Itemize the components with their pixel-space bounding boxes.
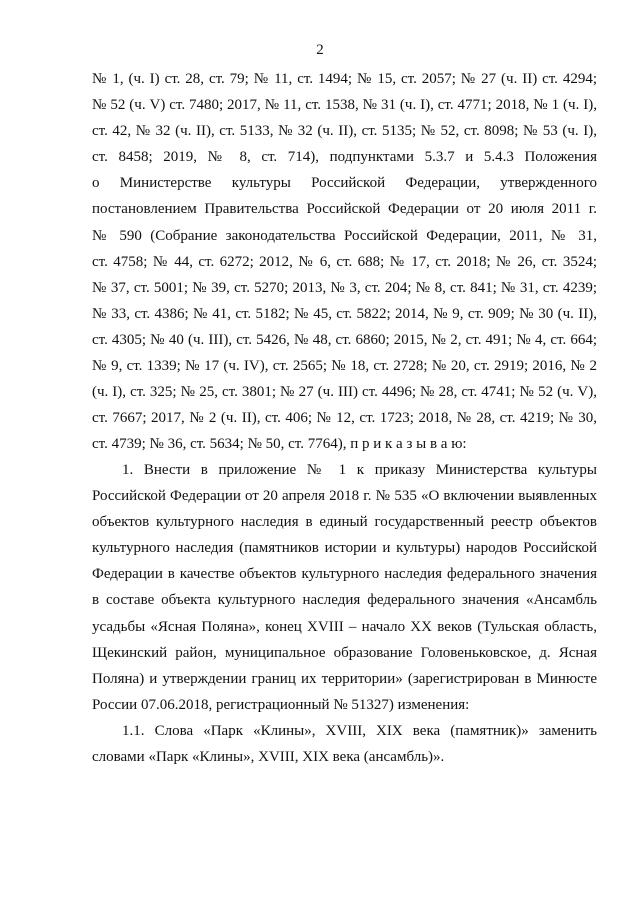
text-line: № 9, ст. 1339; № 17 (ч. IV), ст. 2565; № 18, ст. 2728; № 20, ст. 2919; 2016, № 2 bbox=[92, 358, 597, 375]
text-line: объектов культурного наследия в единый государственный реестр объектов bbox=[92, 514, 597, 531]
text-line: постановлением Правительства Российской Федерации от 20 июля 2011 г. bbox=[92, 201, 597, 218]
intro-paragraph bbox=[92, 66, 597, 457]
text-line: № 33, ст. 4386; № 41, ст. 5182; № 45, ст. 5822; 2014, № 9, ст. 909; № 30 (ч. II), bbox=[92, 305, 597, 322]
text-line: словами «Парк «Клины», XVIII, XIX века (ансамбль)». bbox=[92, 749, 445, 766]
text-line: ст. 4758; № 44, ст. 6272; 2012, № 6, ст. 688; № 17, ст. 2018; № 26, ст. 3524; bbox=[92, 253, 597, 270]
text-line: Щекинский район, муниципальное образование Головеньковское, д. Ясная bbox=[92, 644, 597, 661]
text-line: ст. 8458; 2019, № 8, ст. 714), подпунктами 5.3.7 и 5.4.3 Положения bbox=[92, 149, 597, 166]
text-line: № 37, ст. 5001; № 39, ст. 5270; 2013, № 3, ст. 204; № 8, ст. 841; № 31, ст. 4239; bbox=[92, 279, 597, 296]
text-line: культурного наследия (памятников истории и культуры) народов Российской bbox=[92, 540, 597, 557]
text-line: Российской Федерации от 20 апреля 2018 г. № 535 «О включении выявленных bbox=[92, 488, 597, 505]
text-line: ст. 4739; № 36, ст. 5634; № 50, ст. 7764), п р и к а з ы в а ю: bbox=[92, 436, 467, 453]
text-line: 1.1. Слова «Парк «Клины», XVIII, XIX века (памятник)» заменить bbox=[122, 723, 597, 739]
text-line: (ч. I), ст. 325; № 25, ст. 3801; № 27 (ч. III) ст. 4496; № 28, ст. 4741; № 52 (ч. V), bbox=[92, 384, 597, 401]
text-line: в составе объекта культурного наследия федерального значения «Ансамбль bbox=[92, 592, 597, 609]
text-line: ст. 42, № 32 (ч. II), ст. 5133, № 32 (ч. II), ст. 5135; № 52, ст. 8098; № 53 (ч. I), bbox=[92, 123, 597, 140]
page-number: 2 bbox=[316, 42, 324, 58]
text-line: ст. 7667; 2017, № 2 (ч. II), ст. 406; № 12, ст. 1723; 2018, № 28, ст. 4219; № 30, bbox=[92, 410, 597, 427]
text-line: 1. Внести в приложение № 1 к приказу Министерства культуры bbox=[122, 462, 597, 478]
order-item-1-1 bbox=[92, 718, 597, 770]
text-line: России 07.06.2018, регистрационный № 51327) изменения: bbox=[92, 696, 470, 713]
text-line: Федерации в качестве объектов культурного наследия федерального значения bbox=[92, 566, 597, 583]
text-line: усадьбы «Ясная Поляна», конец XVIII – начало XX веков (Тульская область, bbox=[92, 618, 597, 635]
text-line: № 590 (Собрание законодательства Российской Федерации, 2011, № 31, bbox=[92, 227, 597, 244]
text-line: ст. 4305; № 40 (ч. III), ст. 5426, № 48, ст. 6860; 2015, № 2, ст. 491; № 4, ст. 664; bbox=[92, 331, 597, 348]
order-item-1 bbox=[92, 457, 597, 718]
text-line: Поляна) и утверждении границ их территории» (зарегистрирован в Минюсте bbox=[92, 670, 597, 687]
text-line: № 52 (ч. V) ст. 7480; 2017, № 11, ст. 1538, № 31 (ч. I), ст. 4771; 2018, № 1 (ч. I), bbox=[92, 97, 597, 114]
text-line: о Министерстве культуры Российской Федерации, утвержденного bbox=[92, 175, 597, 192]
text-line: № 1, (ч. I) ст. 28, ст. 79; № 11, ст. 1494; № 15, ст. 2057; № 27 (ч. II) ст. 4294; bbox=[92, 71, 597, 87]
